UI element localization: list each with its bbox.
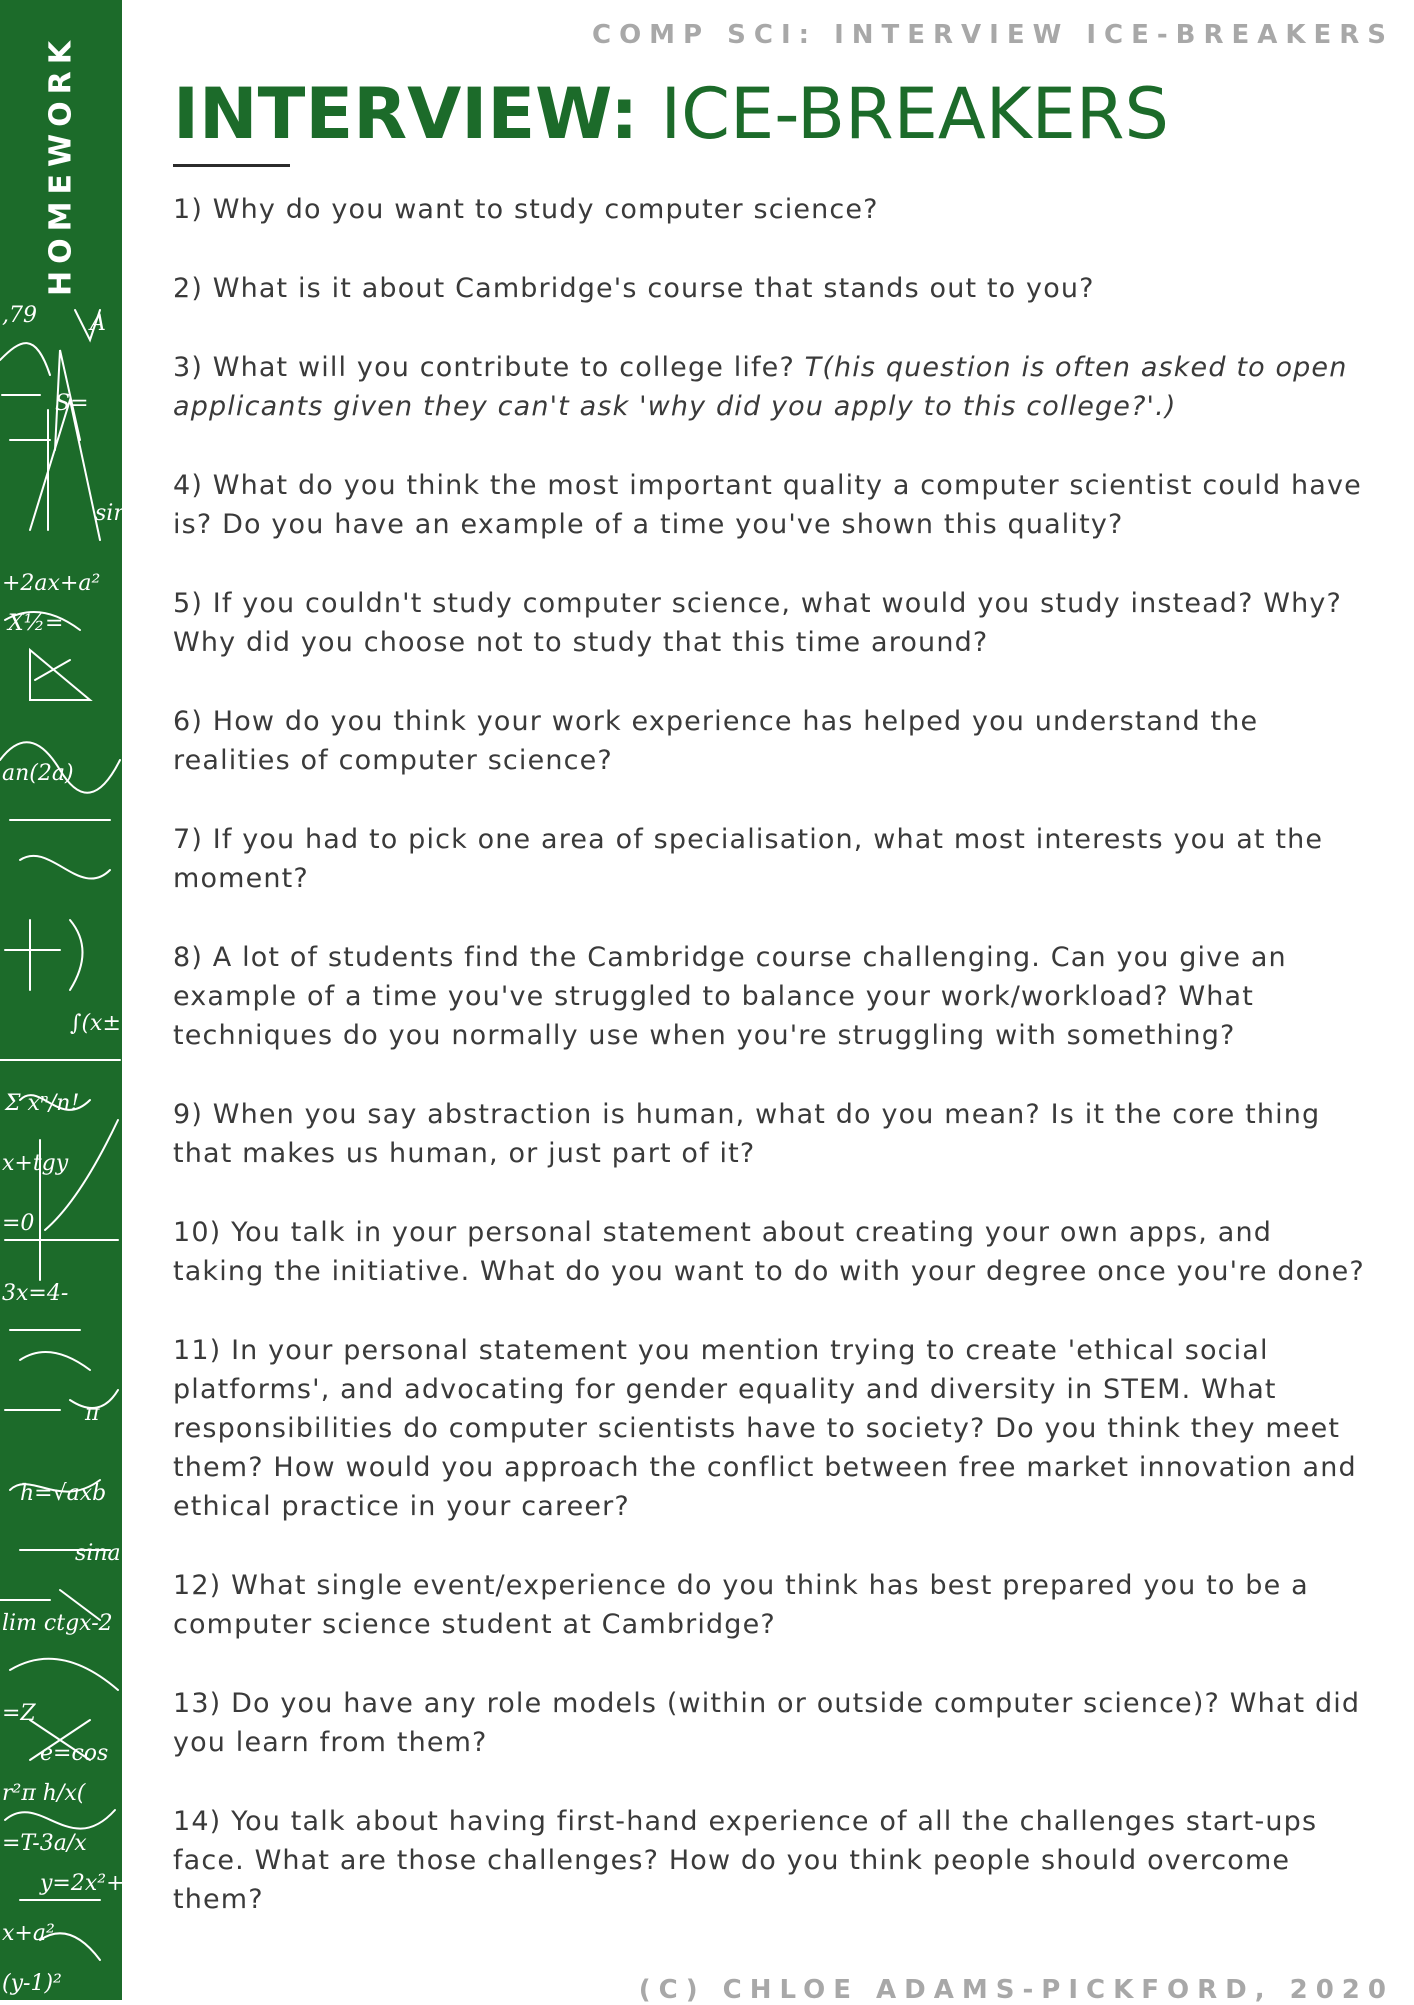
svg-text:+2ax+a²: +2ax+a² <box>2 571 101 596</box>
question-item <box>173 584 1373 662</box>
math-chalkboard-illustration <box>0 300 140 2000</box>
question-item <box>173 466 1373 544</box>
svg-text:r²π h/x(: r²π h/x( <box>2 1781 86 1806</box>
question-item <box>173 1095 1373 1173</box>
svg-text:,79: ,79 <box>2 303 37 328</box>
svg-text:y=2x²+: y=2x²+ <box>40 1871 125 1896</box>
svg-text:sina: sina <box>75 1541 121 1566</box>
svg-text:sinx: sinx <box>95 501 140 526</box>
question-item <box>173 820 1373 898</box>
svg-text:=Z: =Z <box>2 1701 36 1726</box>
svg-text:π: π <box>85 1401 100 1426</box>
page-title <box>173 72 1169 156</box>
svg-text:(y-1)²: (y-1)² <box>2 1971 62 1996</box>
question-text: 1) Why do you want to study computer science? <box>173 194 879 225</box>
question-item <box>173 1213 1373 1291</box>
question-item <box>173 348 1373 426</box>
question-text: 10) You talk in your personal statement about creating your own apps, and taking the initiative. What do you want to do with your degree once you're done? <box>173 1217 1365 1287</box>
svg-text:S=: S= <box>55 391 89 416</box>
svg-text:lim ctgx-2: lim ctgx-2 <box>2 1611 113 1636</box>
question-item <box>173 938 1373 1055</box>
svg-text:=T-3a/x: =T-3a/x <box>2 1831 87 1856</box>
running-header: COMP SCI: INTERVIEW ICE-BREAKERS <box>591 20 1394 50</box>
question-text: 12) What single event/experience do you think has best prepared you to be a computer science student at Cambridge? <box>173 1570 1309 1640</box>
question-text: 13) Do you have any role models (within or outside computer science)? What did you learn from them? <box>173 1688 1361 1758</box>
question-text: 5) If you couldn't study computer science, what would you study instead? Why? Why did you choose not to study that this time around? <box>173 588 1343 658</box>
page-title-light: ICE-BREAKERS <box>638 73 1169 155</box>
question-text: 6) How do you think your work experience has helped you understand the realities of computer science? <box>173 706 1259 776</box>
question-item <box>173 1331 1373 1526</box>
svg-text:e=cos: e=cos <box>40 1741 109 1766</box>
question-item <box>173 1566 1373 1644</box>
question-text: 8) A lot of students find the Cambridge course challenging. Can you give an example of a time you've struggled to balance your work/workload? What techniques do you normally use when you're struggling with something? <box>173 942 1287 1051</box>
question-text: 7) If you had to pick one area of specialisation, what most interests you at the moment? <box>173 824 1324 894</box>
svg-text:3x=4-: 3x=4- <box>2 1281 69 1306</box>
svg-text:x+tgy: x+tgy <box>2 1151 69 1176</box>
question-note: T(his question is often asked to open applicants given they can't ask 'why did you apply to this college?'.) <box>173 352 1348 422</box>
question-text: 3) What will you contribute to college life? <box>173 352 805 383</box>
title-underline <box>173 164 290 167</box>
question-text: 11) In your personal statement you mention trying to create 'ethical social platforms', and advocating for gender equality and diversity in STEM. What responsibilities do computer scientists have to society? Do you think they meet them? How would you approach the conflict between free market innovation and ethical practice in your career? <box>173 1335 1357 1522</box>
svg-text:A: A <box>90 311 106 336</box>
svg-text:Σ xⁿ/n!: Σ xⁿ/n! <box>5 1091 80 1116</box>
question-list <box>173 190 1373 1959</box>
svg-text:an(2a): an(2a) <box>2 761 74 786</box>
question-item <box>173 269 1373 308</box>
sidebar-label: HOMEWORK <box>43 34 79 296</box>
question-item <box>173 1684 1373 1762</box>
copyright-footer: (C) CHLOE ADAMS-PICKFORD, 2020 <box>638 1975 1394 2005</box>
svg-text:X½=: X½= <box>8 611 64 636</box>
svg-text:∫(x±: ∫(x± <box>70 1011 121 1036</box>
question-text: 14) You talk about having first-hand experience of all the challenges start-ups face. What are those challenges? How do you think people should overcome them? <box>173 1806 1318 1915</box>
sidebar-band <box>0 0 140 2000</box>
question-text: 9) When you say abstraction is human, what do you mean? Is it the core thing that makes us human, or just part of it? <box>173 1099 1321 1169</box>
svg-text:h=√axb: h=√axb <box>20 1481 107 1506</box>
svg-text:x+a²: x+a² <box>2 1921 55 1946</box>
svg-text:=0: =0 <box>2 1211 35 1236</box>
question-text: 2) What is it about Cambridge's course that stands out to you? <box>173 273 1095 304</box>
question-item <box>173 702 1373 780</box>
page-title-bold: INTERVIEW: <box>173 73 639 155</box>
question-text: 4) What do you think the most important quality a computer scientist could have is? Do you have an example of a time you've shown this quality? <box>173 470 1362 540</box>
question-item <box>173 1802 1373 1919</box>
question-item <box>173 190 1373 229</box>
